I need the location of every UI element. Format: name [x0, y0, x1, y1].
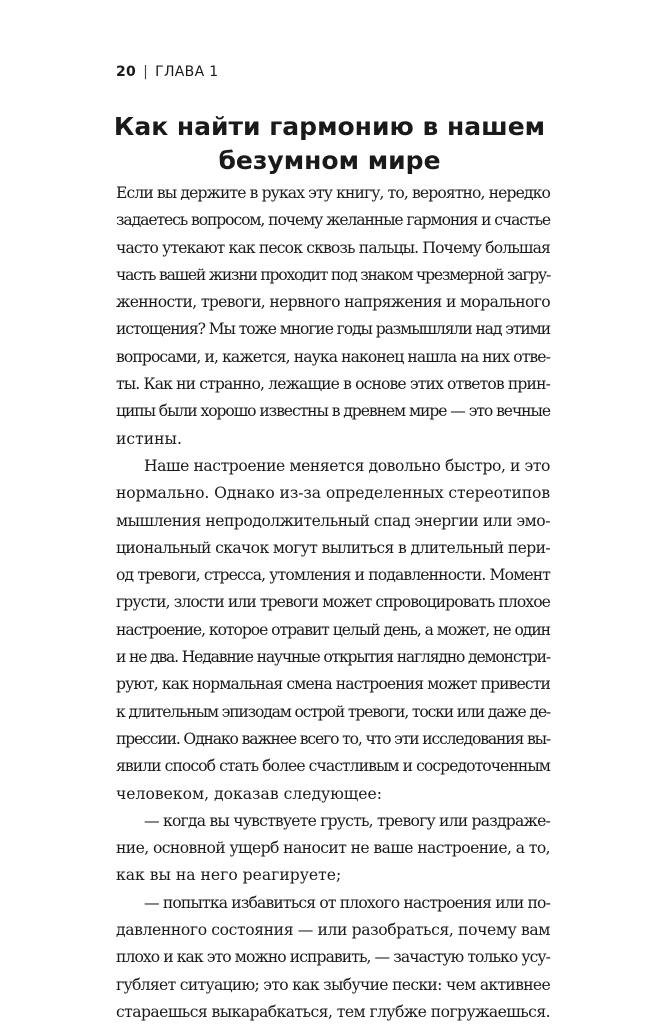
text-line: и не два. Недавние научные открытия наглядно демонстри-: [116, 648, 550, 667]
list-item-line: давленного состояния — или разобраться, почему вам: [116, 921, 550, 940]
text-line: ты. Как ни странно, лежащие в основе этих ответов прин-: [116, 375, 550, 394]
text-line: од тревоги, стресса, утомления и подавленности. Момент: [116, 566, 550, 585]
list-item-line: — попытка избавиться от плохого настроения или по-: [144, 893, 550, 912]
text-line: Если вы держите в руках эту книгу, то, вероятно, нередко: [116, 184, 550, 202]
text-line: к длительным эпизодам острой тревоги, тоски или даже де-: [116, 702, 550, 721]
text-line: часто утекают как песок сквозь пальцы. Почему большая: [116, 238, 550, 257]
list-item-line: ние, основной ущерб наносит не ваше настроение, а то,: [116, 839, 550, 858]
list-item-line: — когда вы чувствуете грусть, тревогу или раздраже-: [144, 811, 550, 830]
header-separator: |: [143, 64, 149, 80]
text-line: вопросами, и, кажется, наука наконец нашла на них отве-: [116, 347, 550, 366]
text-line: грусти, злости или тревоги может спровоцировать плохое: [116, 593, 550, 612]
running-head: [116, 64, 218, 80]
text-line: настроение, которое отравит целый день, а может, не один: [116, 620, 550, 639]
text-line: прессии. Однако важнее всего то, что эти исследования вы-: [116, 729, 550, 748]
body-text: [116, 180, 550, 1026]
text-line: нормально. Однако из-за определенных стереотипов: [116, 484, 550, 503]
section-title-line-2: безумном мире: [218, 146, 441, 175]
text-line: циональный скачок могут вылиться в длительный пери-: [116, 538, 550, 557]
list-item-line: стараешься выкарабкаться, тем глубже погружаешься.: [116, 1002, 551, 1021]
text-line: задаетесь вопросом, почему желанные гармония и счастье: [116, 211, 550, 230]
list-item-line: как вы на него реагируете;: [116, 866, 342, 885]
text-line: женности, тревоги, нервного напряжения и морального: [116, 293, 551, 312]
text-line: Наше настроение меняется довольно быстро, и это: [144, 456, 550, 475]
list-item-line: губляет ситуацию; это как зыбучие пески: чем активнее: [116, 975, 550, 994]
text-line: часть вашей жизни проходит под знаком чрезмерной загру-: [116, 265, 550, 284]
section-title: [0, 110, 659, 178]
text-line: истины.: [116, 429, 182, 448]
page-number: 20: [116, 64, 137, 80]
list-item-line: плохо и как это можно исправить, — зачастую только усу-: [116, 948, 550, 967]
text-line: человеком, доказав следующее:: [116, 784, 383, 803]
text-line: ципы были хорошо известны в древнем мире — это вечные: [116, 402, 550, 421]
section-title-line-1: Как найти гармонию в нашем: [113, 112, 546, 141]
text-line: истощения? Мы тоже многие годы размышляли над этими: [116, 320, 550, 339]
text-line: мышления непродолжительный спад энергии или эмо-: [116, 511, 550, 530]
text-line: явили способ стать более счастливым и сосредоточенным: [116, 757, 550, 776]
chapter-label: ГЛАВА 1: [155, 64, 219, 80]
text-line: руют, как нормальная смена настроения может привести: [116, 675, 550, 694]
